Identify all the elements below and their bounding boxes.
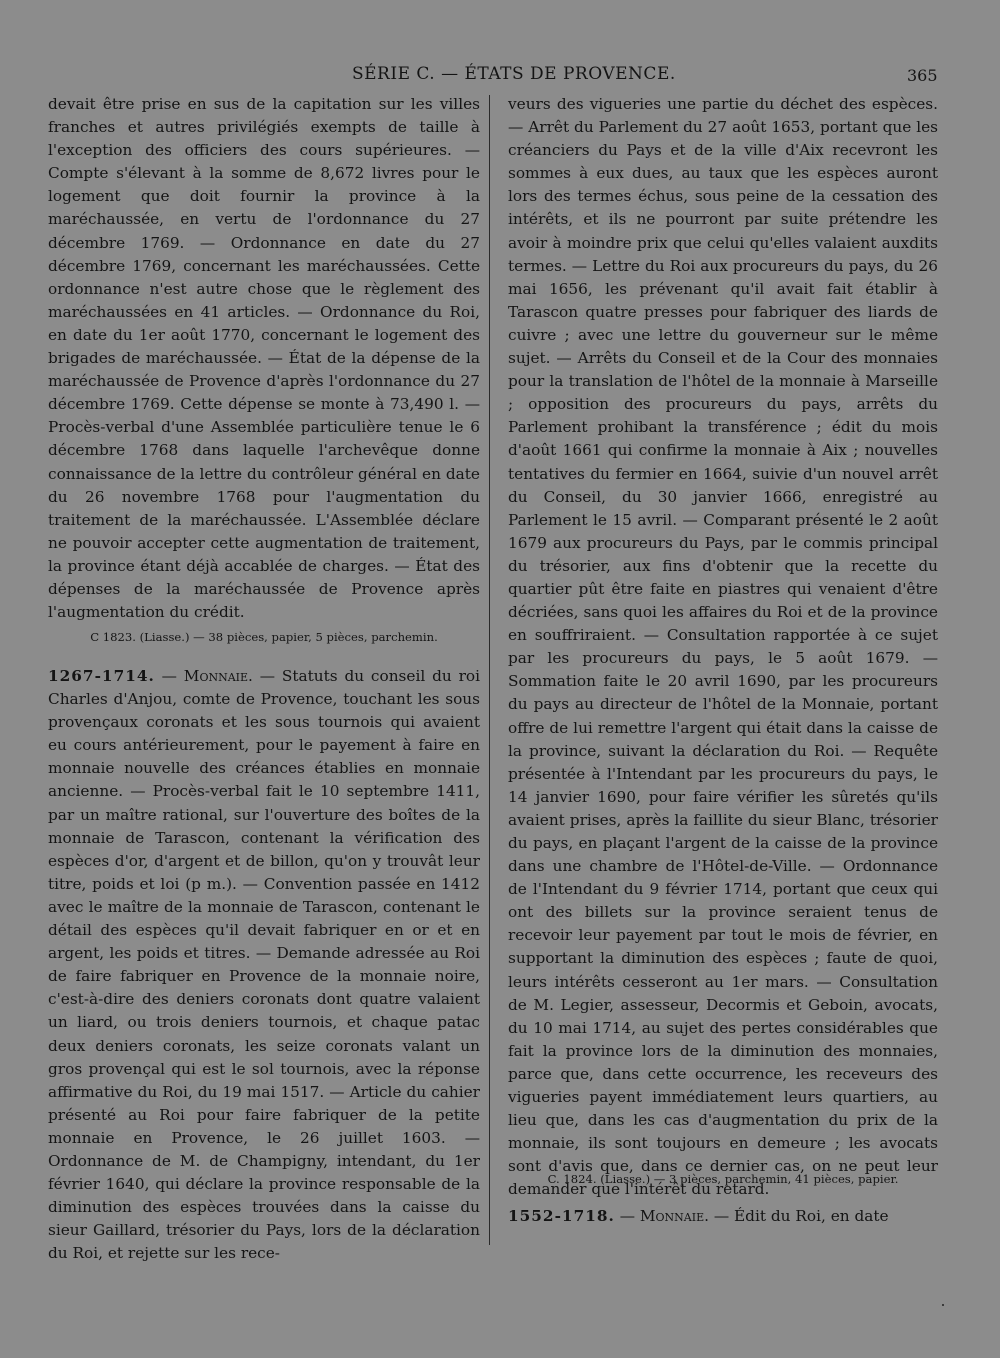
print-speck: [942, 1304, 944, 1306]
entry-heading: Monnaie: [183, 667, 249, 685]
running-title: SÉRIE C. — ÉTATS DE PROVENCE.: [352, 64, 676, 84]
left-column: [48, 93, 480, 1265]
entry-separator: —: [154, 667, 184, 685]
archive-cote: C 1823. (Liasse.) — 38 pièces, papier, 5 pièces, parchemin.: [90, 630, 438, 644]
entry-dates: 1267-1714.: [48, 667, 155, 685]
entry-heading: Monnaie: [639, 1207, 705, 1225]
archive-entry: [508, 1205, 938, 1228]
entry-text: . — Statuts du conseil du roi Charles d'Anjou, comte de Provence, touchant les sous provençaux coronats et les sous tournois qui avaient eu cours antérieurement, pour le payement à faire en monnaie nouvelle des créances établies en monnaie ancienne. — Procès-verbal fait le 10 septembre 1411, par un maître rational, sur l'ouverture des boîtes de la monnaie de Tarascon, contenant la vérification des espèces d'or, d'argent et de billon, qu'on y trouvât leur titre, poids et loi (p m.). — Convention passée en 1412 avec le maître de la monnaie de Tarascon, contenant le détail des espèces qu'il devait fabriquer en or et en argent, les poids et titres. — Demande adressée au Roi de faire fabriquer en Provence de la monnaie noire, c'est-à-dire des deniers coronats dont quatre valaient un liard, ou trois deniers tournois, et chaque patac deux deniers coronats, les seize coronats valant un gros provençal qui est le sol tournois, avec la réponse affirmative du Roi, du 19 mai 1517. — Article du cahier présenté au Roi pour faire fabriquer de la petite monnaie en Provence, le 26 juillet 1603. — Ordonnance de M. de Champigny, intendant, du 1er février 1640, qui déclare la province responsable de la diminution des espèces trouvées dans la caisse du sieur Gaillard, trésorier du Pays, lors de la déclaration du Roi, et rejette sur les rece-: [48, 667, 480, 1263]
page-header: [0, 62, 1000, 90]
entry-dates: 1552-1718.: [508, 1207, 615, 1225]
archive-entry: [48, 665, 480, 1265]
entry-separator: —: [614, 1207, 640, 1225]
right-column: [508, 93, 938, 1228]
column-divider: [489, 95, 490, 1245]
entry-text: . — Édit du Roi, en date: [704, 1207, 889, 1225]
page-number: 365: [907, 66, 938, 85]
continued-paragraph: devait être prise en sus de la capitation sur les villes franches et autres privilégiés exempts de taille à l'exception des officiers des cours supérieures. — Compte s'élevant à la somme de 8,672 livres pour le logement que doit fournir la province à la maréchaussée, en vertu de l'ordonnance du 27 décembre 1769. — Ordonnance en date du 27 décembre 1769, concernant les maréchaussées. Cette ordonnance n'est autre chose que le règlement des maréchaussées en 41 articles. — Ordonnance du Roi, en date du 1er août 1770, concernant le logement des brigades de maréchaussée. — État de la dépense de la maréchaussée de Provence d'après l'ordonnance du 27 décembre 1769. Cette dépense se monte à 73,490 l. — Procès-verbal d'une Assemblée particulière tenue le 6 décembre 1768 dans laquelle l'archevêque donne connaissance de la lettre du contrôleur général en date du 26 novembre 1768 pour l'augmentation du traitement de la maréchaussée. L'Assemblée déclare ne pouvoir accepter cette augmentation de traitement, la province étant déjà accablée de charges. — État des dépenses de la maréchaussée de Provence après l'augmentation du crédit.: [48, 95, 480, 622]
continued-paragraph: veurs des vigueries une partie du déchet des espèces. — Arrêt du Parlement du 27 août 1653, portant que les créanciers du Pays et de la ville d'Aix recevront les sommes à eux dues, au taux que les espèces auront lors des termes échus, sous peine de la cessation des intérêts, et ils ne pourront par suite prétendre les avoir à moindre prix que celui qu'elles valaient auxdits termes. — Lettre du Roi aux procureurs du pays, du 26 mai 1656, les prévenant qu'il avait fait établir à Tarascon quatre presses pour fabriquer des liards de cuivre ; avec une lettre du gouverneur sur le même sujet. — Arrêts du Conseil et de la Cour des monnaies pour la translation de l'hôtel de la monnaie à Marseille ; opposition des procureurs du pays, arrêts du Parlement prohibant la transférence ; édit du mois d'août 1661 qui confirme la monnaie à Aix ; nouvelles tentatives du fermier en 1664, suivie d'un nouvel arrêt du Conseil, du 30 janvier 1666, enregistré au Parlement le 15 avril. — Comparant présenté le 2 août 1679 aux procureurs du Pays, par le commis principal du trésorier, aux fins d'obtenir que la recette du quartier pût être faite en piastres qui venaient d'être décriées, sans quoi les affaires du Roi et de la province en souffriraient. — Consultation rapportée à ce sujet par les procureurs du pays, le 5 août 1679. — Sommation faite le 20 avril 1690, par les procureurs du pays au directeur de l'hôtel de la Monnaie, portant offre de lui remettre l'argent qui était dans la caisse de la province, suivant la déclaration du Roi. — Requête présentée à l'Intendant par les procureurs du pays, le 14 janvier 1690, pour faire vérifier les sûretés qu'ils avaient prises, après la faillite du sieur Blanc, trésorier du pays, en plaçant l'argent de la caisse de la province dans une chambre de l'Hôtel-de-Ville. — Ordonnance de l'Intendant du 9 février 1714, portant que ceux qui ont des billets sur la province seraient tenus de recevoir leur payement par tout le mois de février, en supportant la diminution des espèces ; faute de quoi, leurs intérêts cesseront au 1er mars. — Consultation de M. Legier, assesseur, Decormis et Geboin, avocats, du 10 mai 1714, au sujet des pertes considérables que fait la province lors de la diminution des monnaies, parce que, dans cette occurrence, les receveurs des vigueries payent immédiatement leurs quartiers, au lieu que, dans les cas d'augmentation du prix de la monnaie, ils sont toujours en demeure ; les avocats sont d'avis que, dans ce dernier cas, on ne peut leur demander que l'intérêt du retard.: [508, 95, 938, 1199]
archive-cote: C. 1824. (Liasse.) — 3 pièces, parchemin, 41 pièces, papier.: [547, 1172, 899, 1186]
